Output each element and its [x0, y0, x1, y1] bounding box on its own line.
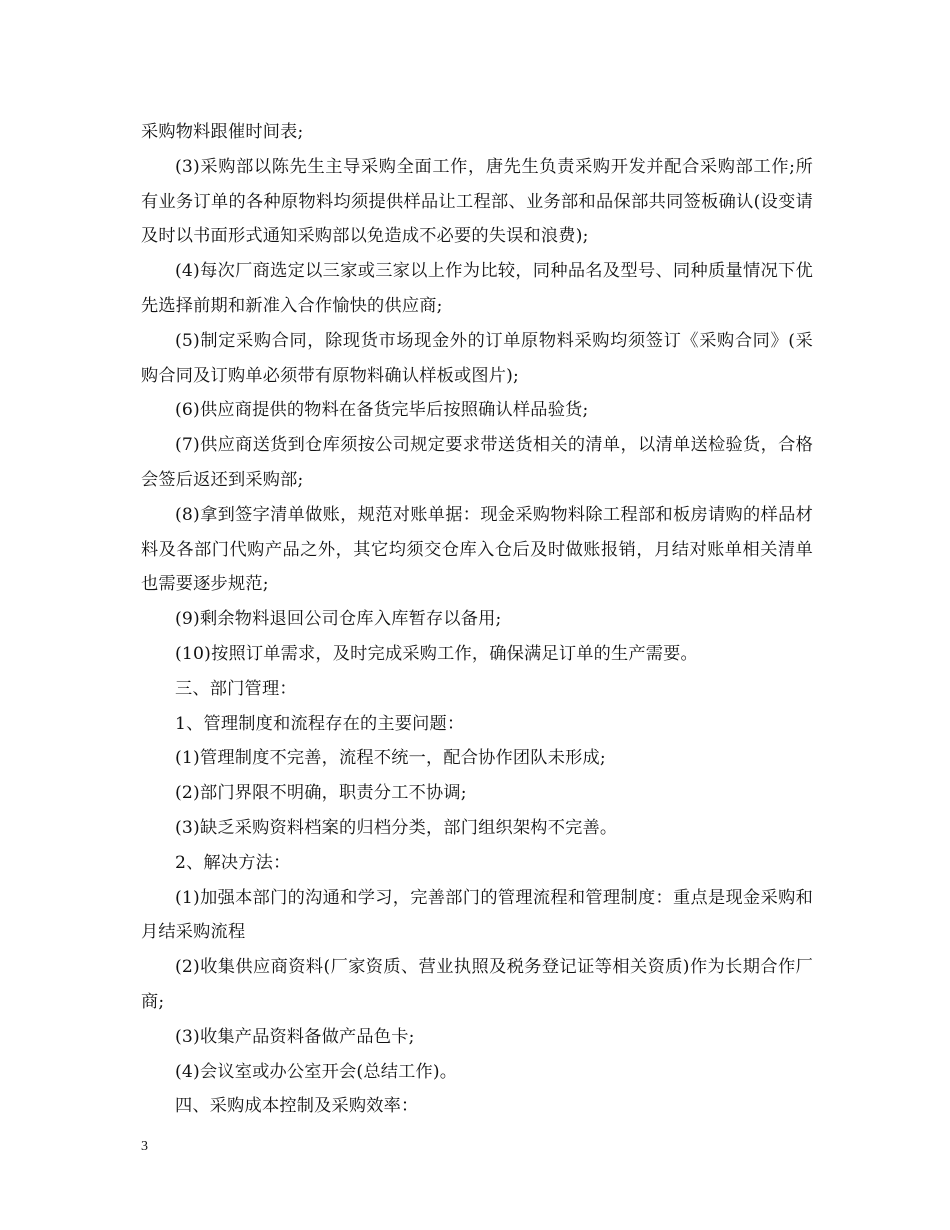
section-heading: 三、部门管理： — [175, 678, 297, 699]
paragraph: (6)供应商提供的物料在备货完毕后按照确认样品验货; — [175, 400, 589, 421]
paragraph: (3)缺乏采购资料档案的归档分类，部门组织架构不完善。 — [175, 817, 618, 838]
paragraph: (4)会议室或办公室开会(总结工作)。 — [175, 1061, 458, 1082]
document-body — [141, 115, 813, 1124]
paragraph: (1)加强本部门的沟通和学习，完善部门的管理流程和管理制度：重点是现金采购和月结采购流程 — [141, 887, 813, 943]
paragraph: 采购物料跟催时间表; — [141, 122, 304, 142]
paragraph: (1)管理制度不完善，流程不统一，配合协作团队未形成; — [175, 748, 606, 769]
paragraph: (2)部门界限不明确，职责分工不协调; — [175, 783, 467, 804]
paragraph: (2)收集供应商资料(厂家资质、营业执照及税务登记证等相关资质)作为长期合作厂商; — [141, 957, 813, 1012]
paragraph: (3)收集产品资料备做产品色卡; — [175, 1026, 415, 1047]
page-number: 3 — [141, 1139, 148, 1154]
paragraph: (10)按照订单需求，及时完成采购工作，确保满足订单的生产需要。 — [175, 643, 698, 664]
paragraph: (5)制定采购合同，除现货市场现金外的订单原物料采购均须签订《采购合同》(采购合同及订购单必须带有原物料确认样板或图片); — [141, 330, 813, 386]
paragraph: (4)每次厂商选定以三家或三家以上作为比较，同种品名及型号、同种质量情况下优先选择前期和新准入合作愉快的供应商; — [141, 261, 813, 316]
subsection-heading: 1、管理制度和流程存在的主要问题： — [175, 713, 465, 734]
section-heading: 四、采购成本控制及采购效率： — [175, 1096, 419, 1117]
subsection-heading: 2、解决方法： — [175, 852, 291, 873]
paragraph: (7)供应商送货到仓库须按公司规定要求带送货相关的清单，以清单送检验货，合格会签后返还到采购部; — [141, 435, 813, 490]
paragraph: (8)拿到签字清单做账，规范对账单据：现金采购物料除工程部和板房请购的样品材料及各部门代购产品之外，其它均须交仓库入仓后及时做账报销，月结对账单相关清单也需要逐步规范; — [141, 504, 813, 595]
paragraph: (9)剩余物料退回公司仓库入库暂存以备用; — [175, 609, 502, 630]
paragraph: (3)采购部以陈先生主导采购全面工作，唐先生负责采购开发并配合采购部工作;所有业务订单的各种原物料均须提供样品让工程部、业务部和品保部共同签板确认(设变请及时以书面形式通知采购部以免造成不必要的失误和浪费); — [141, 156, 813, 247]
